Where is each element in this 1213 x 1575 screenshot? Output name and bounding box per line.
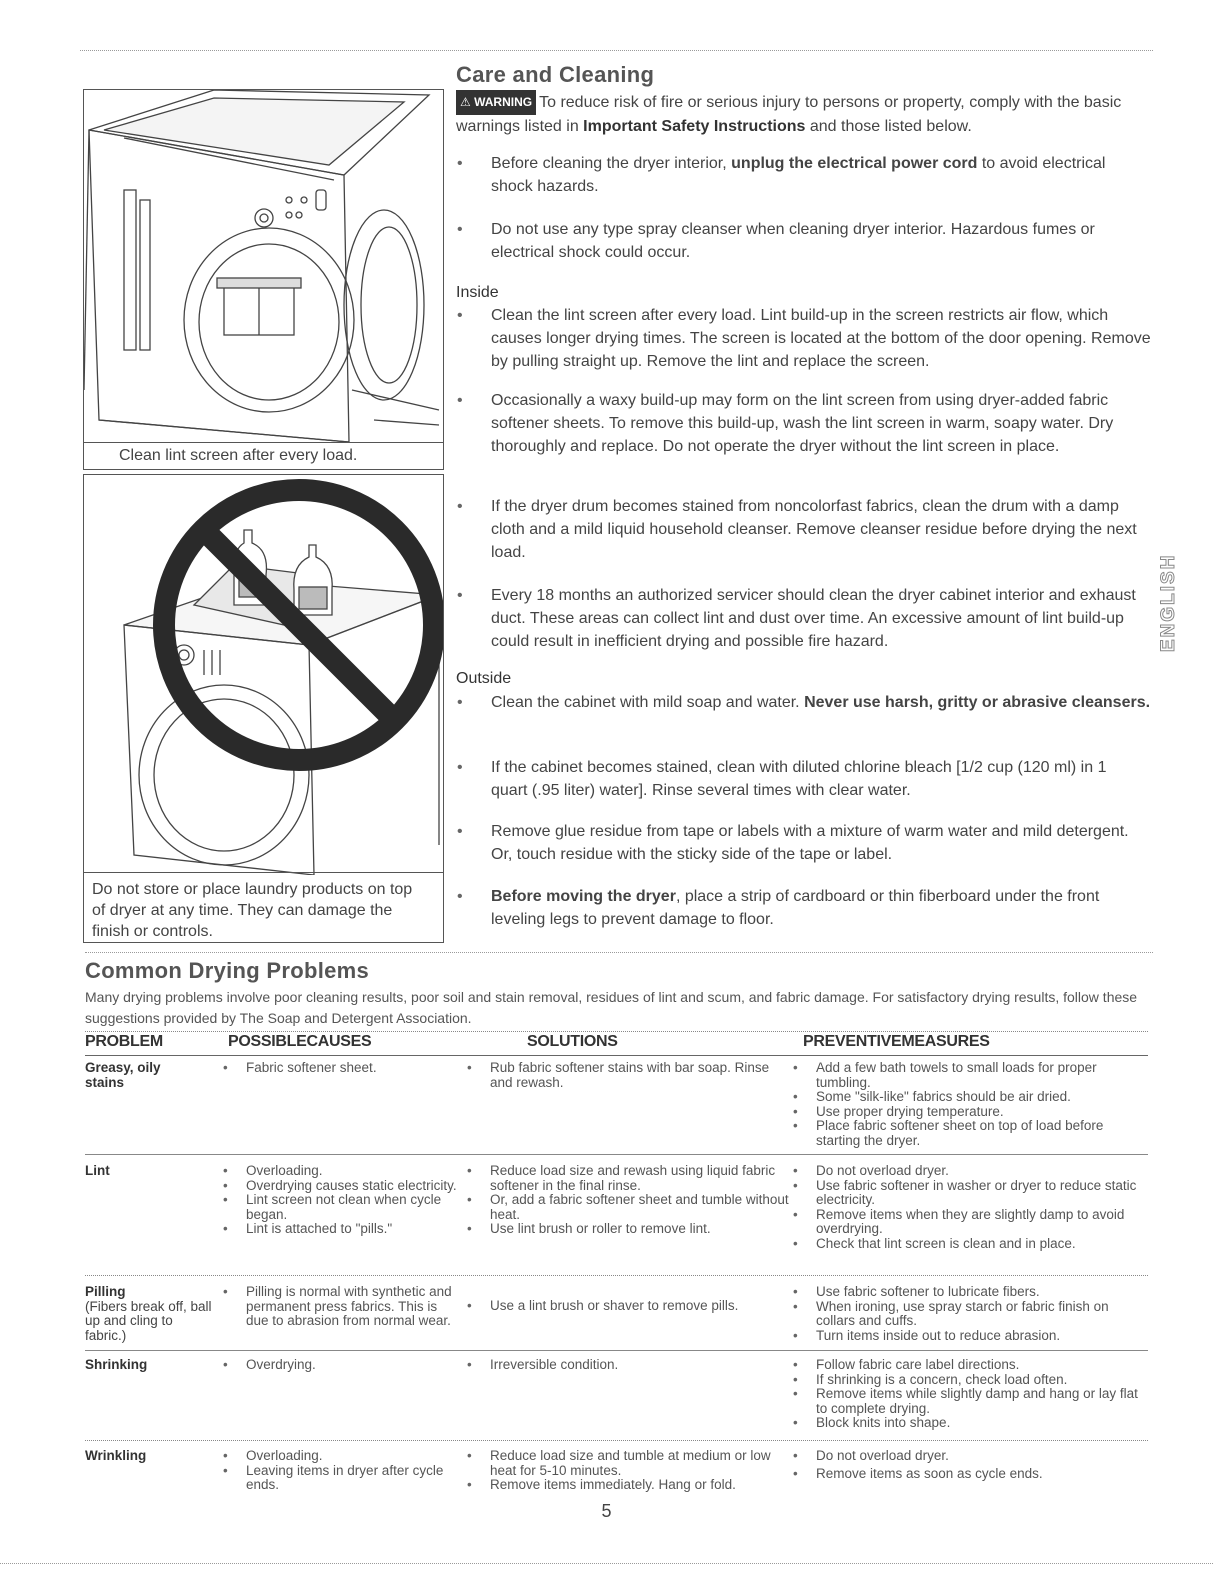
table-row-problem: Pilling (Fibers break off, ball up and cling to fabric.) xyxy=(85,1284,212,1343)
header-solutions: SOLUTIONS xyxy=(527,1033,618,1050)
inside-bullet-4: • Every 18 months an authorized servicer should clean the dryer cabinet interior and exhaust duct. These areas can collect lint and dust over time. An excessive amount of lint build-up could result in inefficient drying and possible fire hazard. xyxy=(457,587,1136,650)
table-row-problem: Lint xyxy=(85,1163,110,1178)
table-row-problem: Wrinkling xyxy=(85,1448,147,1463)
inside-bullet-2: • Occasionally a waxy build-up may form on the lint screen from using dryer-added fabric softener sheets. To remove this build-up, wash the lint screen in warm, soapy water. Dry thoroughly and replace. Do not operate the dryer without the lint screen in place. xyxy=(457,392,1114,455)
care-and-cleaning-title: Care and Cleaning xyxy=(456,62,655,87)
table-row-causes: • Overdrying. xyxy=(220,1358,460,1373)
table-row-problem: Greasy, oily stains xyxy=(85,1060,161,1090)
inside-heading: Inside xyxy=(456,284,499,301)
header-problem: PROBLEM xyxy=(85,1033,163,1050)
page-number: 5 xyxy=(601,1501,612,1521)
table-row-causes: • Overloading. • Overdrying causes static electricity. • Lint screen not clean when cycle began. • Lint is attached to "pills." xyxy=(220,1164,460,1237)
outside-bullet-1: • Clean the cabinet with mild soap and water. Never use harsh, gritty or abrasive cleansers. xyxy=(457,694,1151,711)
outside-bullet-2: • If the cabinet becomes stained, clean with diluted chlorine bleach [1/2 cup (120 ml) in 1 quart (.95 liter) water]. Rinse several times with clear water. xyxy=(457,759,1107,799)
table-row-causes: • Overloading. • Leaving items in dryer after cycle ends. xyxy=(220,1449,460,1493)
header-possible-causes: POSSIBLECAUSES xyxy=(228,1033,372,1050)
outside-heading: Outside xyxy=(456,670,512,687)
header-preventive-measures: PREVENTIVEMEASURES xyxy=(803,1033,990,1050)
table-row-solutions: • Rub fabric softener stains with bar soap. Rinse and rewash. xyxy=(464,1061,784,1090)
bullet-no-spray: • Do not use any type spray cleanser when cleaning dryer interior. Hazardous fumes or electrical shock could occur. xyxy=(457,221,1095,261)
warning-badge: ⚠ WARNING xyxy=(456,90,536,115)
prohibited-products-illustration xyxy=(84,475,443,875)
table-row-measures: • Do not overload dryer. • Remove items as soon as cycle ends. xyxy=(790,1449,1145,1481)
table-row-measures: • Follow fabric care label directions. • If shrinking is a concern, check load often. • Remove items while slightly damp and hang or lay flat to complete drying. • Block knits into shape. xyxy=(790,1358,1145,1431)
inside-bullet-3: • If the dryer drum becomes stained from noncolorfast fabrics, clean the drum with a damp cloth and a mild liquid household cleanser. Remove cleanser residue before drying the next load. xyxy=(457,498,1137,561)
figure-no-products-on-dryer xyxy=(83,474,444,943)
top-rule xyxy=(80,50,1153,51)
table-row-measures: • Add a few bath towels to small loads for proper tumbling. • Some "silk-like" fabrics should be air dried. • Use proper drying temperature. • Place fabric softener sheet on top of load before starting the dryer. xyxy=(790,1061,1145,1148)
table-row-problem: Shrinking xyxy=(85,1357,148,1372)
outside-bullet-4: • Before moving the dryer, place a strip of cardboard or thin fiberboard under the front leveling legs to prevent damage to floor. xyxy=(457,888,1100,928)
figure-2-caption: Do not store or place laundry products on top of dryer at any time. They can damage the finish or controls. xyxy=(92,881,413,940)
table-row-solutions: • Irreversible condition. xyxy=(464,1358,794,1373)
table-row-solutions: • Reduce load size and tumble at medium or low heat for 5-10 minutes. • Remove items immediately. Hang or fold. xyxy=(464,1449,794,1493)
bottom-rule xyxy=(0,1563,1213,1564)
common-drying-problems-title: Common Drying Problems xyxy=(85,958,370,983)
table-row-measures: • Do not overload dryer. • Use fabric softener in washer or dryer to reduce static electricity. • Remove items when they are slightly damp to avoid overdrying. • Check that lint screen is clean and in place. xyxy=(790,1164,1145,1251)
problems-intro: Many drying problems involve poor cleaning results, poor soil and stain removal, residues of lint and scum, and fabric damage. For satisfactory drying results, follow these suggestions provided by The Soap and Detergent Association. xyxy=(85,989,1138,1026)
figure-1-caption: Clean lint screen after every load. xyxy=(119,447,358,464)
dryer-open-door-illustration xyxy=(84,90,443,442)
table-row-solutions: • Reduce load size and rewash using liquid fabric softener in the final rinse. • Or, add a fabric softener sheet and tumble without heat. • Use lint brush or roller to remove lint. xyxy=(464,1164,794,1237)
outside-bullet-3: • Remove glue residue from tape or labels with a mixture of warm water and mild detergent. Or, touch residue with the sticky side of the tape or label. xyxy=(457,823,1129,863)
warning-paragraph: ⚠ WARNING To reduce risk of fire or serious injury to persons or property, comply with the basic warnings listed in Important Safety Instructions and those listed below. xyxy=(456,90,1146,138)
section-divider xyxy=(85,952,1153,953)
table-row-causes: • Fabric softener sheet. xyxy=(220,1061,450,1076)
table-row-causes: • Pilling is normal with synthetic and permanent press fabrics. This is due to abrasion from normal wear. xyxy=(220,1285,460,1329)
inside-bullet-1: • Clean the lint screen after every load. Lint build-up in the screen restricts air flow, which causes longer drying times. The screen is located at the bottom of the door opening. Remove by pulling straight up. Remove the lint and replace the screen. xyxy=(457,307,1151,370)
table-row-solutions: • Use a lint brush or shaver to remove pills. xyxy=(464,1299,794,1314)
bullet-unplug: • Before cleaning the dryer interior, unplug the electrical power cord to avoid electrical shock hazards. xyxy=(457,155,1106,195)
figure-dryer-open-door xyxy=(83,89,444,470)
table-row-measures: • Use fabric softener to lubricate fibers. • When ironing, use spray starch or fabric finish on collars and cuffs. • Turn items inside out to reduce abrasion. xyxy=(790,1285,1145,1343)
language-side-tab: ENGLISH xyxy=(1158,553,1179,653)
